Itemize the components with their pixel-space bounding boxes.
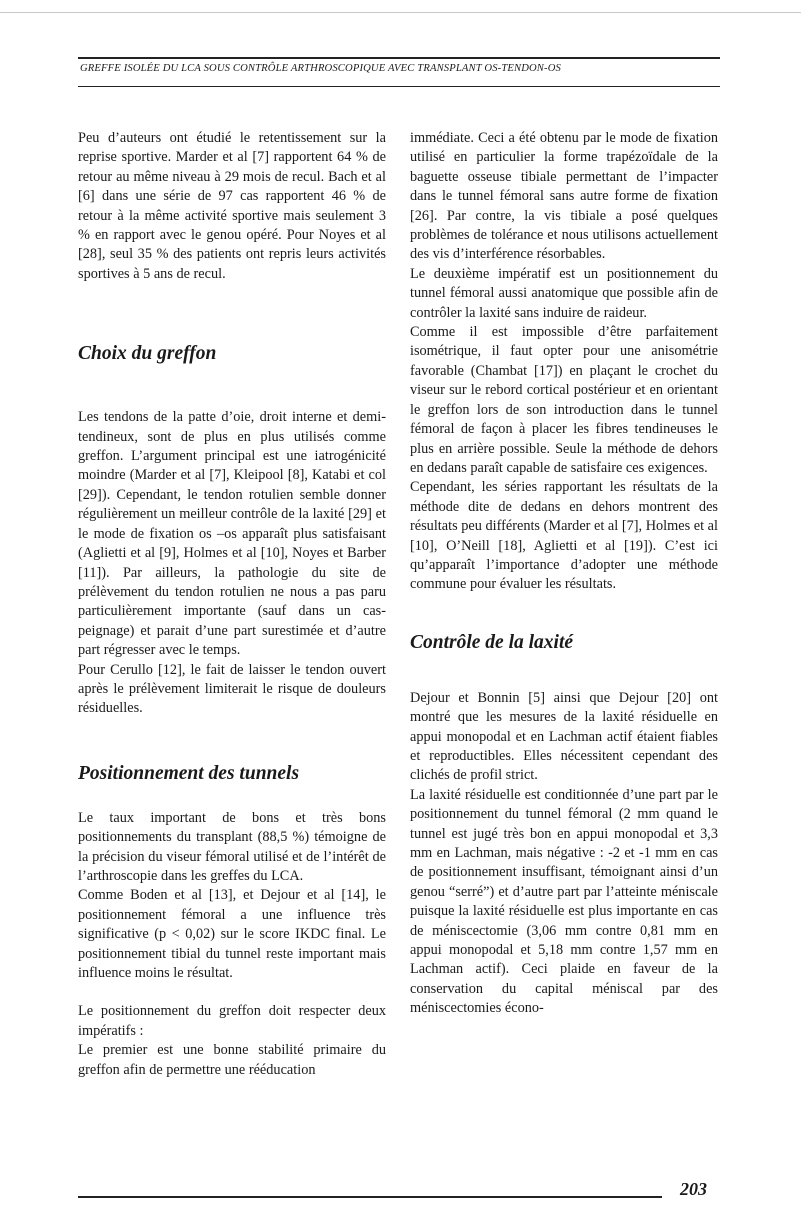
spacer (78, 983, 386, 1002)
paragraph-deuxieme-imperatif: Le deuxième impératif est un positionnement du tunnel fémoral aussi anatomique que possible afin de contrôler la laxité sans induire de raideur. (410, 265, 718, 321)
header-rule-top (78, 57, 720, 59)
section-heading-choix-greffon: Choix du greffon (78, 343, 217, 365)
header-rule-bottom (78, 86, 720, 87)
spacer (410, 655, 718, 689)
running-title: GREFFE ISOLÉE DU LCA SOUS CONTRÔLE ARTHROSCOPIQUE AVEC TRANSPLANT OS-TENDON-OS (80, 63, 561, 74)
right-column (410, 129, 718, 1019)
spacer (78, 719, 386, 762)
paragraph-cerullo: Pour Cerullo [12], le fait de laisser le tendon ouvert après le prélèvement limiterait le risque de douleurs résiduelles. (78, 661, 386, 717)
section-heading-positionnement: Positionnement des tunnels (78, 762, 300, 784)
spacer (78, 284, 386, 342)
paragraph-isometrie: Comme il est impossible d’être parfaitement isométrique, il faut opter pour une anisométrie favorable (Chambat [17]) en plaçant le crochet du viseur sur le rebord cortical postérieur et en orientant le greffon lors de son introduction dans le tunnel fémoral de façon à placer les fibres tendineuses le plus en arrière possible. Seule la méthode de dehors en dedans paraît capable de satisfaire ces exigences. (410, 324, 718, 476)
paragraph-greffon-tendons: Les tendons de la patte d’oie, droit interne et demi-tendineux, sont de plus en plus utilisés comme greffon. L’argument principal est une iatrogénicité moindre (Marder et al [7], Kleipool [8], Katabi et col [29]). Cependant, le tendon rotulien semble donner régulièrement un meilleur contrôle de la laxité [29] et le mode de fixation os –os apparaît plus satisfaisant (Aglietti et al [9], Holmes et al [10], Noyes et Barber [11]). Par ailleurs, la pathologie du site de prélèvement du tendon rotulien ne nous a pas paru particulièrement importante (sauf dans un cas-peignage) et parait d’une part surestimée et d’autre part régresser avec le temps. (78, 409, 386, 659)
spacer (78, 786, 386, 809)
paragraph-sport-return: Peu d’auteurs ont étudié le retentissement sur la reprise sportive. Marder et al [7] rapportent 64 % de retour au même niveau à 29 mois de recul. Bach et al [6] dans une série de 97 cas rapportent 46 % de retour à la même activité sportive mais seulement 3 % en rapport avec le genou opéré. Pour Noyes et al [28], seul 35 % des patients ont repris leurs activités sportives à 5 ans de recul. (78, 130, 386, 282)
paragraph-fixation: immédiate. Ceci a été obtenu par le mode de fixation utilisé en particulier la forme trapézoïdale de la baguette osseuse tibiale permettant de l’impacter dans le tunnel fémoral sans autre forme de fixation [26]. Par contre, la vis tibiale a posé quelques problèmes de tolérance et nous utilisons actuellement des vis d’interférence résorbables. (410, 130, 718, 263)
section-heading-controle-laxite: Contrôle de la laxité (410, 631, 574, 653)
left-column (78, 129, 386, 1080)
top-edge-rule (0, 12, 801, 13)
paragraph-dejour-bonnin: Dejour et Bonnin [5] ainsi que Dejour [20] ont montré que les mesures de la laxité résiduelle en appui monopodal et en Lachman actif étaient fiables et reproductibles. Elles nécessitent cependant des clichés de profil strict. (410, 689, 718, 784)
paragraph-dedans-dehors: Cependant, les séries rapportant les résultats de la méthode dite de dedans en dehors montrent des résultats peu différents (Marder et al [7], Holmes et al [10], O’Neill [18], Aglietti et al [19]). C’est ici qu’apparaît l’importance d’adopter une méthode commune pour évaluer les résultats. (410, 479, 718, 593)
page-number: 203 (680, 1179, 707, 1199)
spacer (410, 595, 718, 631)
spacer (78, 366, 386, 408)
paragraph-laxite-residuelle: La laxité résiduelle est conditionnée d’une part par le positionnement du tunnel fémoral (2 mm quand le tunnel est jugé très bon en appui monopodal et 3,3 mm en Lachman, mais négative : -2 et -1 mm en cas de positionnement insuffisant, témoignant ainsi d’un genou “serré”) et d’autre part par l’atteinte méniscale puisque la laxité résiduelle est plus importante en cas de méniscectomie (3,06 mm contre 0,81 mm en appui monopodal et 5,18 mm contre 1,57 mm en Lachman actif). Ceci plaide en faveur de la conservation du capital méniscal par des méniscectomies écono- (410, 786, 718, 1017)
footer-rule (78, 1196, 662, 1198)
paragraph-boden-dejour: Comme Boden et al [13], et Dejour et al [14], le positionnement fémoral a une influence très significative (p < 0,02) sur le score IKDC final. Le positionnement tibial du tunnel reste important mais influence moins le résultat. (78, 887, 386, 981)
paragraph-deux-imperatifs: Le positionnement du greffon doit respecter deux impératifs : (78, 1003, 386, 1039)
paragraph-premier-imperatif: Le premier est une bonne stabilité primaire du greffon afin de permettre une rééducation (78, 1042, 386, 1078)
paragraph-taux-positionnement: Le taux important de bons et très bons positionnements du transplant (88,5 %) témoigne de la précision du viseur fémoral utilisé et de l’intérêt de l’arthroscopie dans les greffes du LCA. (78, 809, 386, 884)
